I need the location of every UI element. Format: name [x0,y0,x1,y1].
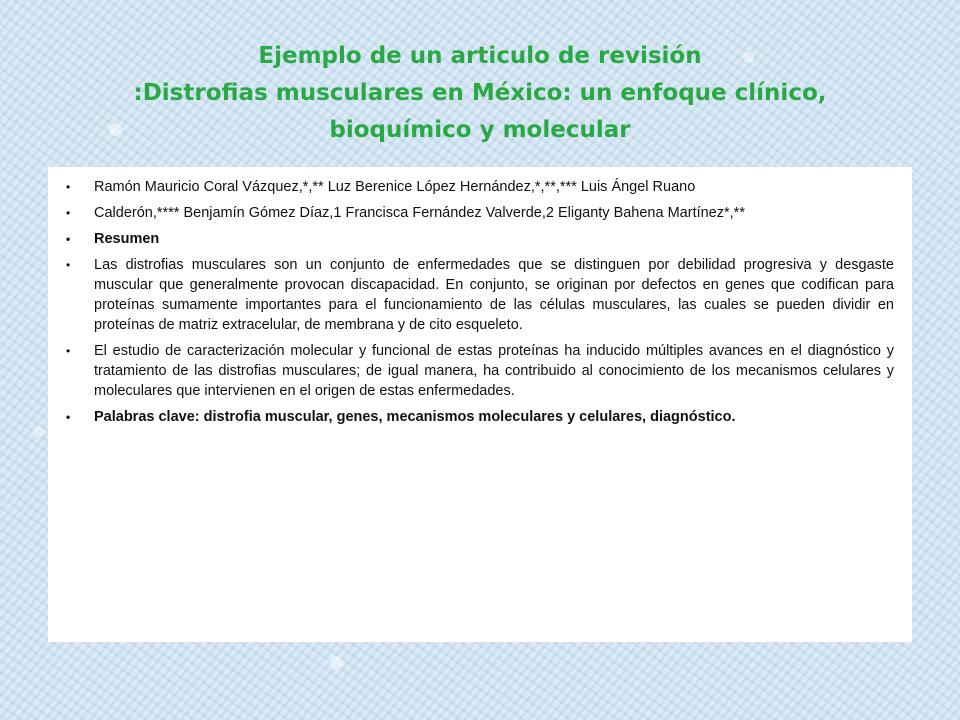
bullet-text: El estudio de caracterización molecular y funcional de estas proteínas ha inducido múltiples avances en el diagnóstico y tratamiento de las distrofias musculares; de igual manera, ha contribuido al conocimiento de los mecanismos celulares y moleculares que intervienen en el origen de estas enfermedades. [94,343,894,399]
bullet-text: Las distrofias musculares son un conjunto de enfermedades que se distinguen por debilidad progresiva y desgaste muscular que generalmente provocan discapacidad. En conjunto, se originan por defectos en genes que codifican para proteínas sumamente importantes para el funcionamiento de las células musculares, las cuales se pueden dividir en proteínas de matriz extracelular, de membrana y de cito esqueleto. [94,257,894,333]
bullet-dot-icon: • [66,410,71,424]
bullet-text: Ramón Mauricio Coral Vázquez,*,** Luz Berenice López Hernández,*,**,*** Luis Ángel Ruano [94,179,696,195]
title-line-3: bioquímico y molecular [329,117,631,143]
slide-title [60,38,900,149]
bullet-text: Resumen [94,231,160,247]
bullet-item-abstract-p1 [66,255,894,335]
bullet-text: Palabras clave: distrofia muscular, genes, mecanismos moleculares y celulares, diagnóstico. [94,409,736,425]
content-box [48,167,912,642]
bullet-item-abstract-heading [66,229,894,249]
title-line-2: :Distrofias musculares en México: un enfoque clínico, [133,80,827,106]
bullet-item-abstract-p2 [66,341,894,401]
bullet-dot-icon: • [66,232,71,246]
bullet-item-authors-2 [66,203,894,223]
bullet-dot-icon: • [66,344,71,358]
title-line-1: Ejemplo de un articulo de revisión [258,43,702,69]
bullet-dot-icon: • [66,180,71,194]
bullet-item-keywords [66,407,894,427]
bullet-list [66,177,894,427]
bullet-dot-icon: • [66,206,71,220]
bullet-dot-icon: • [66,258,71,272]
bullet-text: Calderón,**** Benjamín Gómez Díaz,1 Francisca Fernández Valverde,2 Eliganty Bahena Martínez*,** [94,205,745,221]
bullet-item-authors-1 [66,177,894,197]
